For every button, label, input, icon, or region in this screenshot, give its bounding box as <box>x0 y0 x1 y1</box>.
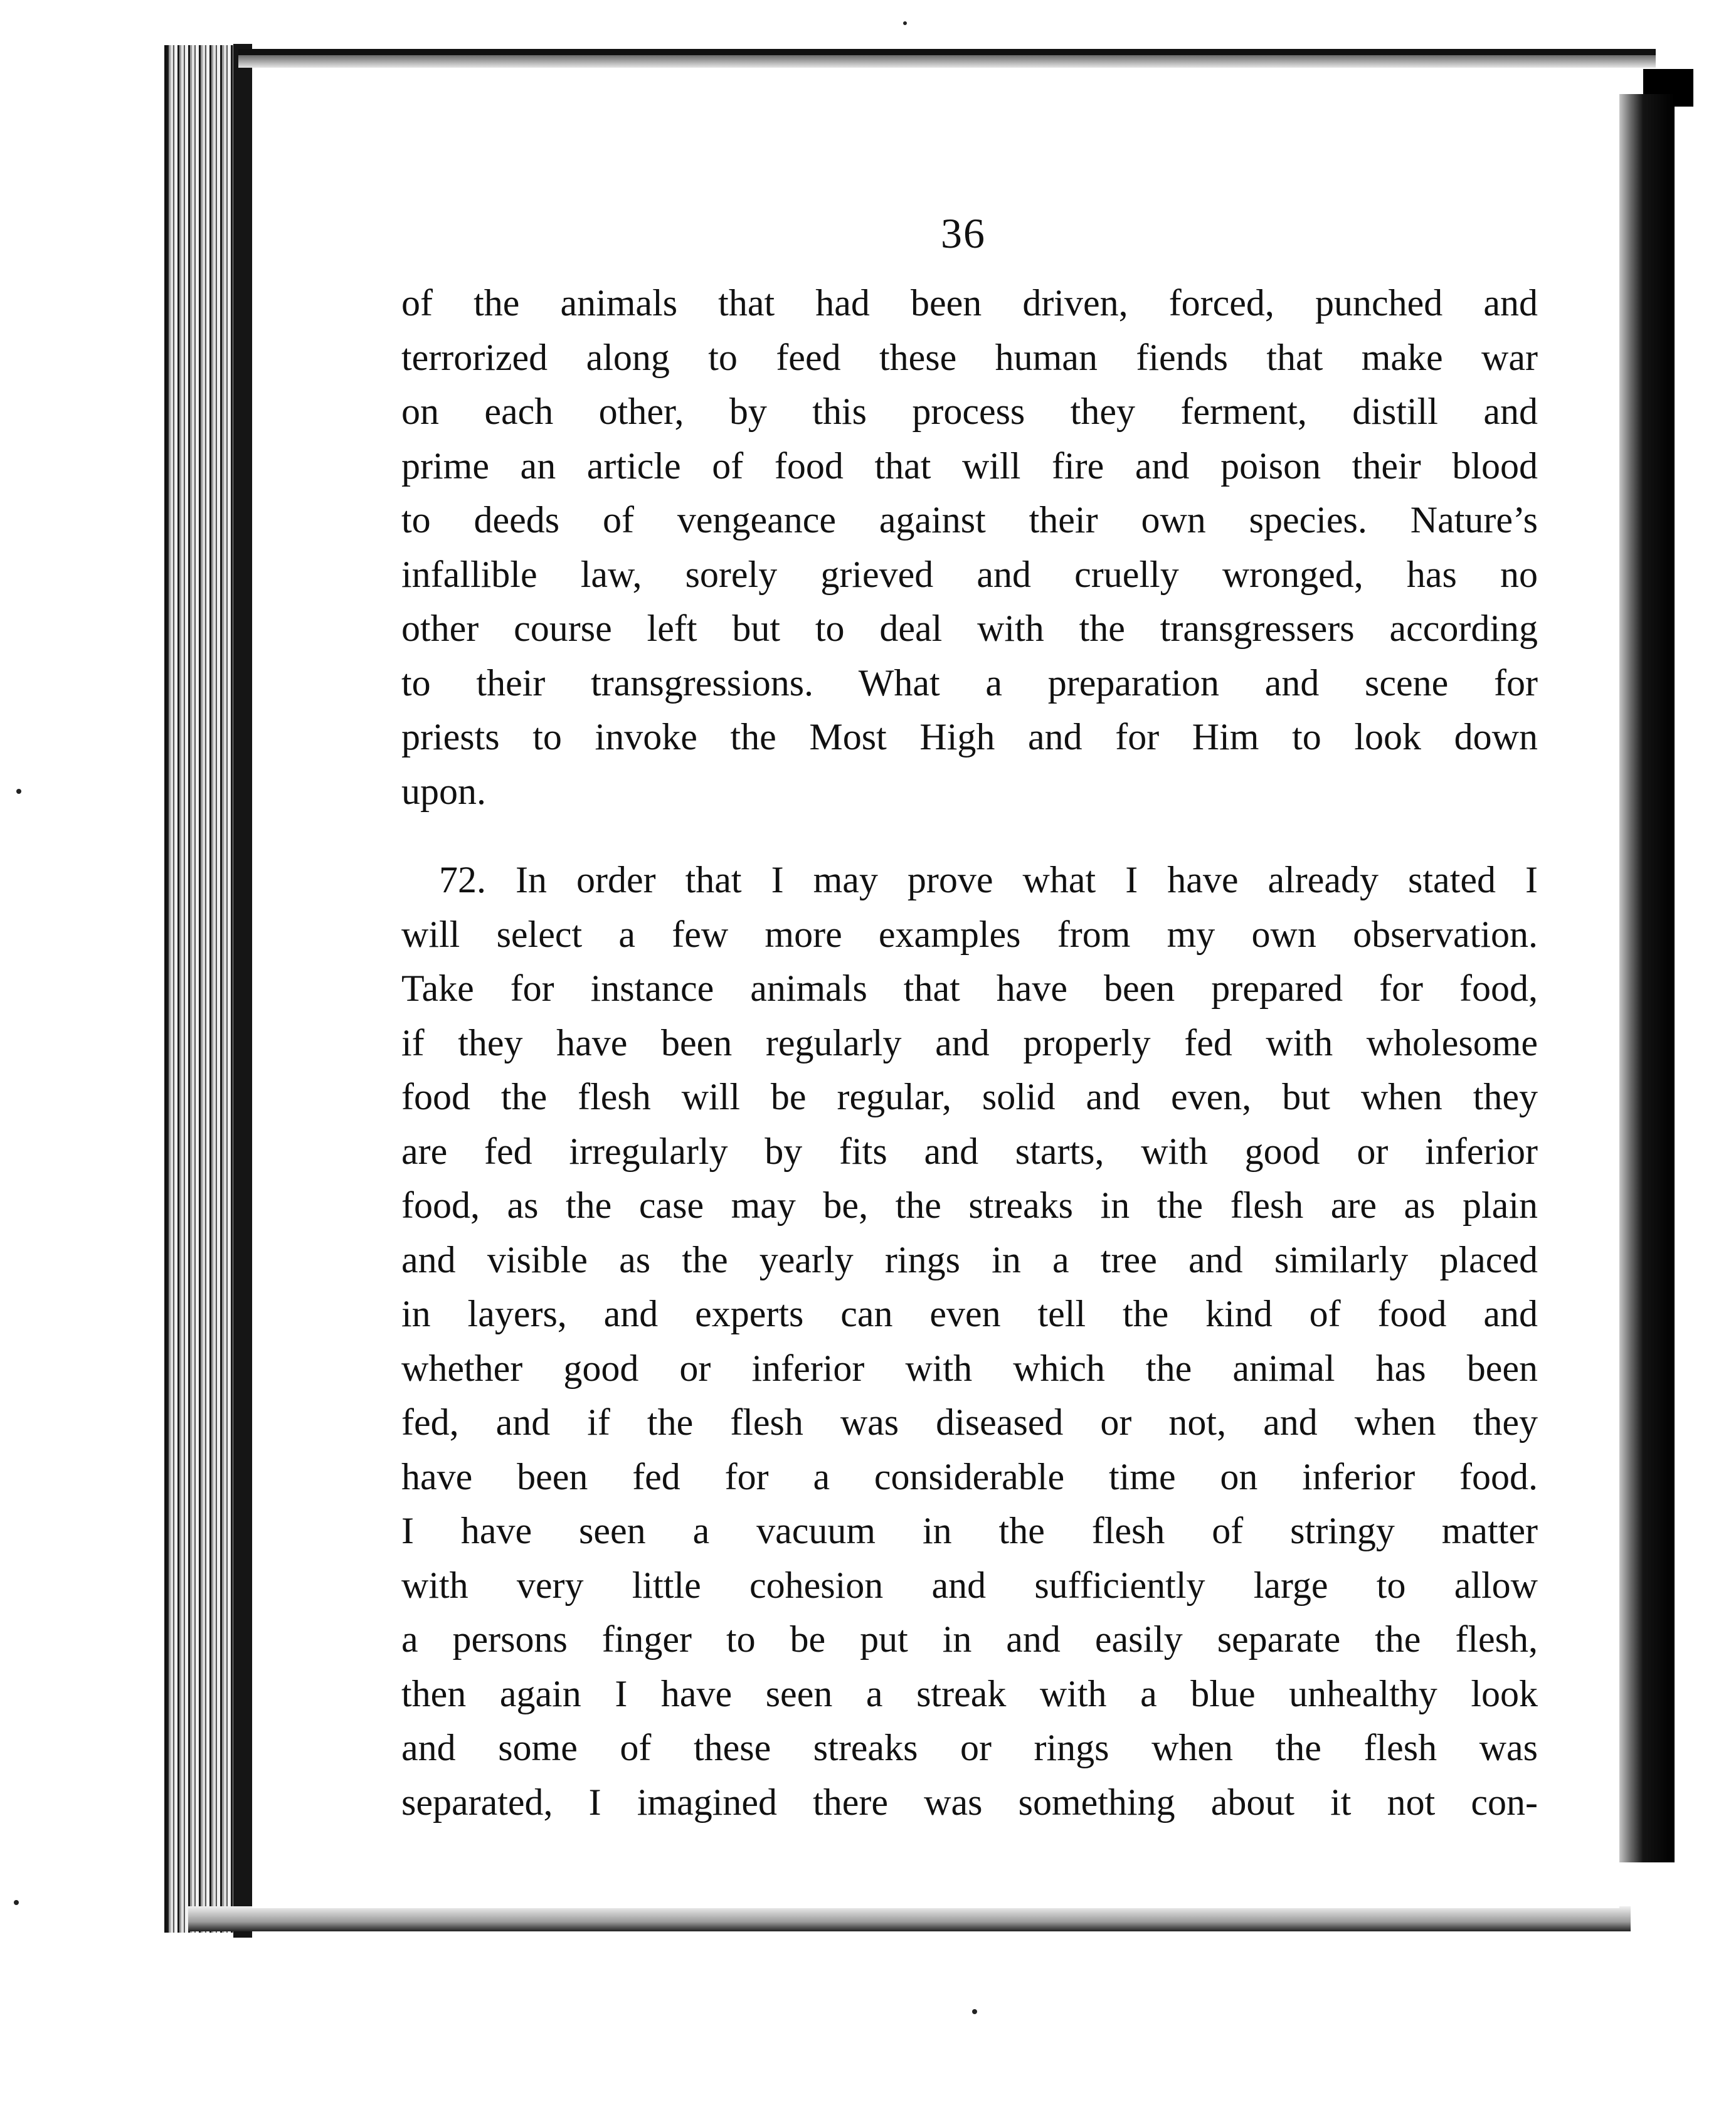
text-line: I have seen a vacuum in the flesh of stringy matter <box>401 1510 1538 1551</box>
text-line: terrorized along to feed these human fiends that make war <box>401 336 1538 378</box>
right-margin-shadow <box>1618 94 1675 1862</box>
text-line: 72. In order that I may prove what I have already stated I <box>439 859 1538 900</box>
scan-speck <box>16 789 21 794</box>
text-line: food the flesh will be regular, solid and even, but when they <box>401 1076 1538 1117</box>
text-line: and visible as the yearly rings in a tree and similarly placed <box>401 1238 1538 1280</box>
text-line: to their transgressions. What a preparation and scene for <box>401 662 1538 704</box>
text-line: of the animals that had been driven, forced, punched and <box>401 282 1538 324</box>
text-line: food, as the case may be, the streaks in the flesh are as plain <box>401 1185 1538 1226</box>
page-bottom-edge <box>188 1906 1631 1931</box>
text-line: separated, I imagined there was something about it not con- <box>401 1781 1538 1823</box>
text-line: infallible law, sorely grieved and cruelly wronged, has no <box>401 553 1538 595</box>
text-line: are fed irregularly by fits and starts, with good or inferior <box>401 1130 1538 1172</box>
text-line: fed, and if the flesh was diseased or not, and when they <box>401 1401 1538 1443</box>
text-line: and some of these streaks or rings when the flesh was <box>401 1727 1538 1768</box>
text-line: prime an article of food that will fire and poison their blood <box>401 445 1538 487</box>
text-line: priests to invoke the Most High and for Him to look down <box>401 716 1538 757</box>
text-line: a persons finger to be put in and easily separate the flesh, <box>401 1618 1538 1660</box>
text-line: with very little cohesion and sufficiently large to allow <box>401 1564 1538 1606</box>
scan-speck <box>903 21 907 25</box>
page-binding-shadow <box>233 44 252 1938</box>
text-line: have been fed for a considerable time on inferior food. <box>401 1455 1538 1497</box>
text-line: other course left but to deal with the transgressers according <box>401 608 1538 649</box>
text-line: Take for instance animals that have been prepared for food, <box>401 968 1538 1009</box>
text-line: if they have been regularly and properly fed with wholesome <box>401 1021 1538 1064</box>
text-line: in layers, and experts can even tell the kind of food and <box>401 1293 1538 1334</box>
page-number: 36 <box>941 209 986 257</box>
text-line: then again I have seen a streak with a blue unhealthy look <box>401 1672 1538 1714</box>
text-line: whether good or inferior with which the animal has been <box>401 1347 1538 1389</box>
page-top-edge <box>238 49 1656 68</box>
text-line: on each other, by this process they ferment, distill and <box>401 391 1538 432</box>
text-line: will select a few more examples from my own observation. <box>401 913 1538 955</box>
text-line: to deeds of vengeance against their own species. Nature’s <box>401 499 1538 541</box>
paragraph-1 <box>401 276 1538 818</box>
paragraph-72 <box>401 853 1538 1829</box>
scan-speck <box>972 2009 977 2014</box>
scan-speck <box>14 1900 19 1905</box>
text-line: upon. <box>401 770 486 812</box>
